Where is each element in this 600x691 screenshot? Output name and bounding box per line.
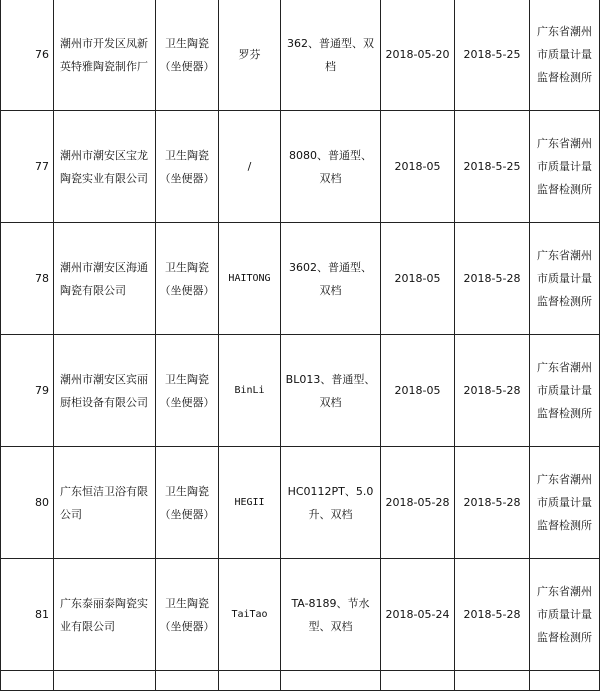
inspection-agency: 广东省潮州市质量计量监督检测所 [530, 0, 600, 111]
model-spec: BL013、普通型、双档 [281, 335, 381, 447]
empty-cell [281, 671, 381, 691]
table-row [1, 111, 600, 223]
production-date: 2018-05 [381, 335, 455, 447]
product-name: 卫生陶瓷（坐便器） [156, 559, 219, 671]
production-date: 2018-05 [381, 223, 455, 335]
company-name: 潮州市潮安区海通陶瓷有限公司 [54, 223, 156, 335]
brand: HAITONG [219, 223, 281, 335]
company-name: 广东恒洁卫浴有限公司 [54, 447, 156, 559]
sampling-date: 2018-5-25 [455, 111, 530, 223]
company-name: 潮州市潮安区宾丽厨柜设备有限公司 [54, 335, 156, 447]
sampling-date: 2018-5-28 [455, 335, 530, 447]
row-number: 77 [1, 111, 54, 223]
production-date: 2018-05-20 [381, 0, 455, 111]
empty-cell [530, 671, 600, 691]
brand: BinLi [219, 335, 281, 447]
production-date: 2018-05-24 [381, 559, 455, 671]
table-body [1, 0, 600, 691]
table-row [1, 447, 600, 559]
row-number: 81 [1, 559, 54, 671]
row-number: 78 [1, 223, 54, 335]
product-name: 卫生陶瓷（坐便器） [156, 335, 219, 447]
company-name: 潮州市潮安区宝龙陶瓷实业有限公司 [54, 111, 156, 223]
table-row [1, 0, 600, 111]
sampling-date: 2018-5-28 [455, 447, 530, 559]
empty-cell [156, 671, 219, 691]
row-number: 79 [1, 335, 54, 447]
empty-cell [455, 671, 530, 691]
model-spec: 8080、普通型、双档 [281, 111, 381, 223]
brand: / [219, 111, 281, 223]
product-name: 卫生陶瓷（坐便器） [156, 447, 219, 559]
sampling-date: 2018-5-28 [455, 223, 530, 335]
model-spec: HC0112PT、5.0升、双档 [281, 447, 381, 559]
inspection-agency: 广东省潮州市质量计量监督检测所 [530, 223, 600, 335]
empty-cell [1, 671, 54, 691]
row-number: 80 [1, 447, 54, 559]
model-spec: TA-8189、节水型、双档 [281, 559, 381, 671]
empty-cell [381, 671, 455, 691]
table-row-partial [1, 671, 600, 691]
product-name: 卫生陶瓷（坐便器） [156, 223, 219, 335]
sampling-date: 2018-5-28 [455, 559, 530, 671]
model-spec: 362、普通型、双档 [281, 0, 381, 111]
empty-cell [219, 671, 281, 691]
model-spec: 3602、普通型、双档 [281, 223, 381, 335]
inspection-agency: 广东省潮州市质量计量监督检测所 [530, 111, 600, 223]
sampling-date: 2018-5-25 [455, 0, 530, 111]
company-name: 潮州市开发区凤新英特雅陶瓷制作厂 [54, 0, 156, 111]
company-name: 广东泰丽泰陶瓷实业有限公司 [54, 559, 156, 671]
production-date: 2018-05 [381, 111, 455, 223]
row-number: 76 [1, 0, 54, 111]
brand: TaiTao [219, 559, 281, 671]
inspection-agency: 广东省潮州市质量计量监督检测所 [530, 335, 600, 447]
production-date: 2018-05-28 [381, 447, 455, 559]
empty-cell [54, 671, 156, 691]
product-name: 卫生陶瓷（坐便器） [156, 0, 219, 111]
inspection-agency: 广东省潮州市质量计量监督检测所 [530, 447, 600, 559]
product-name: 卫生陶瓷（坐便器） [156, 111, 219, 223]
table-row [1, 559, 600, 671]
table-row [1, 335, 600, 447]
brand: HEGII [219, 447, 281, 559]
inspection-agency: 广东省潮州市质量计量监督检测所 [530, 559, 600, 671]
brand: 罗芬 [219, 0, 281, 111]
table-row [1, 223, 600, 335]
